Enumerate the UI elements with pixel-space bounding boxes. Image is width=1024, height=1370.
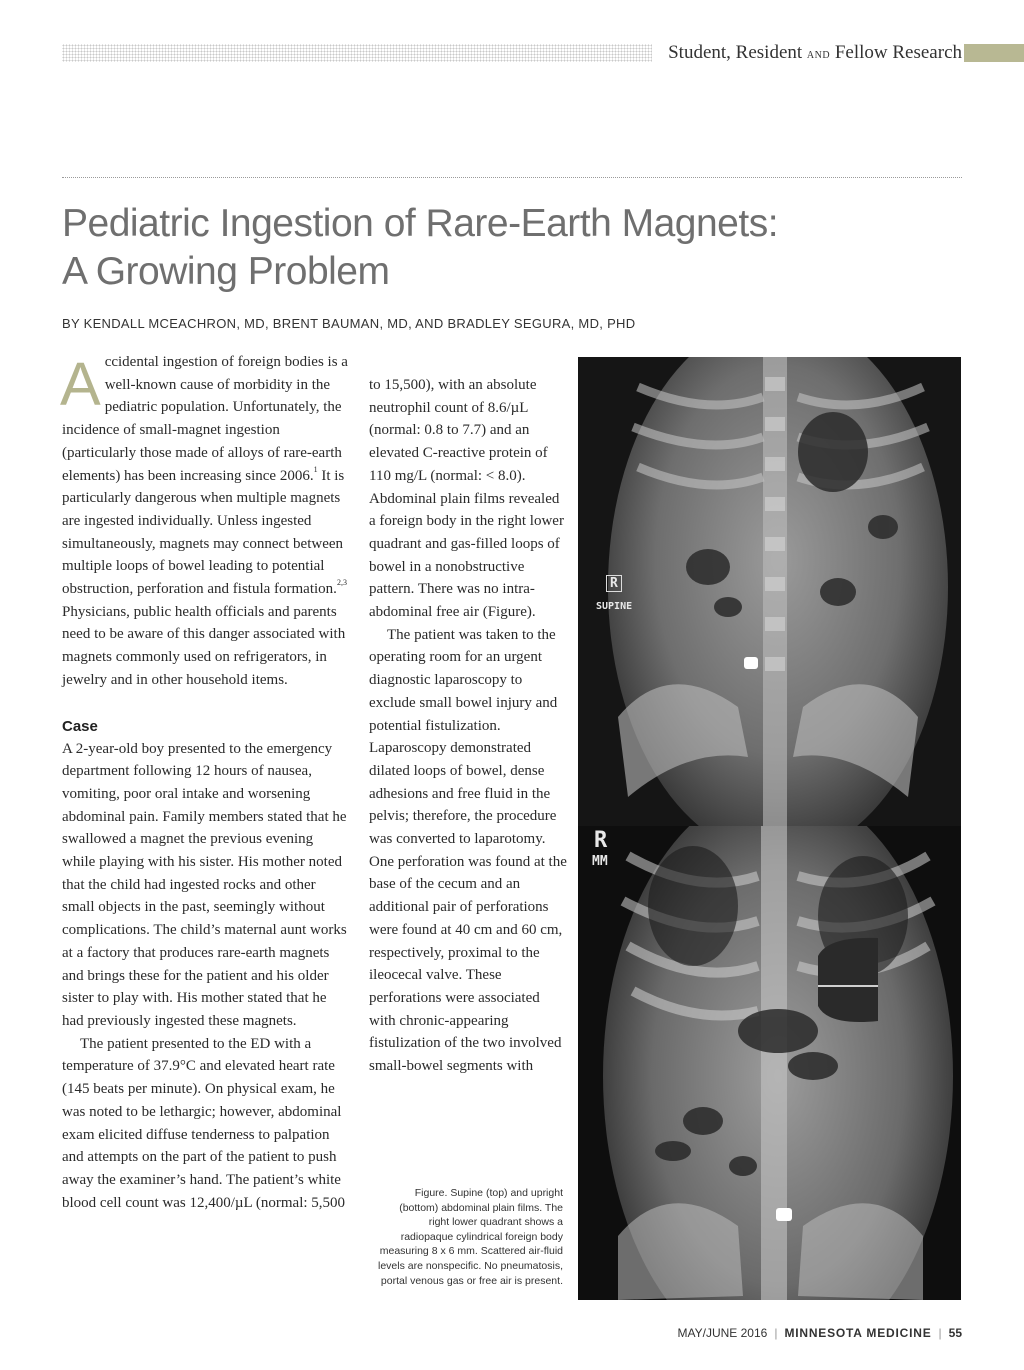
section-label-and: AND bbox=[806, 50, 831, 61]
xray-bottom-label: MM bbox=[592, 854, 608, 869]
xray-supine-illustration bbox=[578, 357, 961, 826]
reference-2-3: 2,3 bbox=[336, 578, 347, 588]
xray-upright-image bbox=[578, 826, 961, 1300]
intro-text-a: ccidental ingestion of foreign bodies is a well-known cause of morbidity in the pediatric population. Unfortunately, the incidence of small-magnet ingestion (particularly those made of alloys of rare-earth elements) has been increasing since 2006. bbox=[62, 354, 348, 484]
case-heading: Case bbox=[62, 717, 98, 735]
header-accent-bar bbox=[964, 44, 1024, 62]
xray-bottom-marker: R bbox=[594, 828, 608, 853]
header-divider bbox=[62, 177, 962, 178]
intro-text-c: Physicians, public health officials and parents need to be aware of this danger associated with magnets commonly used on refrigerators, in jewelry and in other household items. bbox=[62, 603, 346, 688]
xray-upright-illustration bbox=[578, 826, 961, 1300]
section-label-part1: Student, Resident bbox=[668, 42, 803, 63]
intro-paragraph bbox=[62, 351, 348, 692]
column-2 bbox=[369, 374, 569, 1078]
page-number: 55 bbox=[948, 1326, 962, 1340]
header-dot-pattern bbox=[62, 44, 652, 62]
column-1 bbox=[62, 351, 348, 1214]
case-paragraph-1: A 2-year-old boy presented to the emergency department following 12 hours of nausea, vomiting, poor oral intake and worsening abdominal pain. Family members stated that he swallowed a magnet the previous evening while playing with his sister. His mother noted that the child had ingested rocks and other small objects in the past, seemingly without complications. The child’s maternal aunt works at a factory that produces rare-earth magnets and brings these for the patient and his older sister to play with. His mother stated that he had previously ingested these magnets. bbox=[62, 740, 347, 1029]
footer-separator: | bbox=[938, 1326, 942, 1340]
xray-top-label: SUPINE bbox=[596, 601, 633, 612]
reference-1: 1 bbox=[313, 464, 318, 474]
title-line-1: Pediatric Ingestion of Rare-Earth Magnets: bbox=[62, 202, 779, 245]
column-2-paragraph-1: to 15,500), with an absolute neutrophil count of 8.6/µL (normal: 0.8 to 7.7) and an elevated C-reactive protein of 110 mg/L (normal: < 8.0). Abdominal plain films revealed a foreign body in the right lower quadrant and gas-filled loops of bowel in a nonobstructive pattern. There was no intra-abdominal free air (Figure). bbox=[369, 377, 564, 621]
column-2-paragraph-2: The patient was taken to the operating room for an urgent diagnostic laparoscopy to exclude small bowel injury and potential fistulization. Laparoscopy demonstrated dilated loops of bowel, dense adhesions and free fluid in the pelvis; therefore, the procedure was converted to laparotomy. One perforation was found at the base of the cecum and an additional pair of perforations were found at 40 cm and 60 cm, respectively, proximal to the ileocecal valve. These perforations were associated with chronic-appearing fistulization of the two involved small-bowel segments with bbox=[369, 626, 567, 1075]
title-line-2: A Growing Problem bbox=[62, 250, 390, 293]
figure-caption: Figure. Supine (top) and upright (bottom) abdominal plain films. The right lower quadrant shows a radiopaque cylindrical foreign body measuring 8 x 6 mm. Scattered air-fluid levels are nonspecific. No pneumatosis, portal venous gas or free air is present. bbox=[377, 1187, 563, 1287]
xray-supine-image bbox=[578, 357, 961, 826]
byline: BY KENDALL MCEACHRON, MD, BRENT BAUMAN, MD, AND BRADLEY SEGURA, MD, PHD bbox=[62, 316, 636, 331]
section-label bbox=[668, 42, 962, 64]
intro-text-b: It is particularly dangerous when multiple magnets are ingested individually. Unless ingested simultaneously, magnets may connect between multiple loops of bowel leading to potential obstruction, perforation and fistula formation. bbox=[62, 467, 345, 598]
drop-cap: A bbox=[60, 350, 101, 418]
case-paragraph-2: The patient presented to the ED with a temperature of 37.9°C and elevated heart rate (145 beats per minute). On physical exam, he was noted to be lethargic; however, abdominal exam elicited diffuse tenderness to palpation and attempts on the part of the patient to push away the examiner’s hand. The patient’s white blood cell count was 12,400/µL (normal: 5,500 bbox=[62, 1035, 346, 1211]
xray-top-marker: R bbox=[606, 575, 622, 592]
footer-separator: | bbox=[774, 1326, 778, 1340]
section-label-part2: Fellow Research bbox=[834, 42, 962, 63]
page-footer bbox=[678, 1326, 963, 1340]
footer-journal: MINNESOTA MEDICINE bbox=[784, 1326, 932, 1340]
article-title bbox=[62, 200, 942, 296]
footer-issue: MAY/JUNE 2016 bbox=[677, 1326, 768, 1340]
